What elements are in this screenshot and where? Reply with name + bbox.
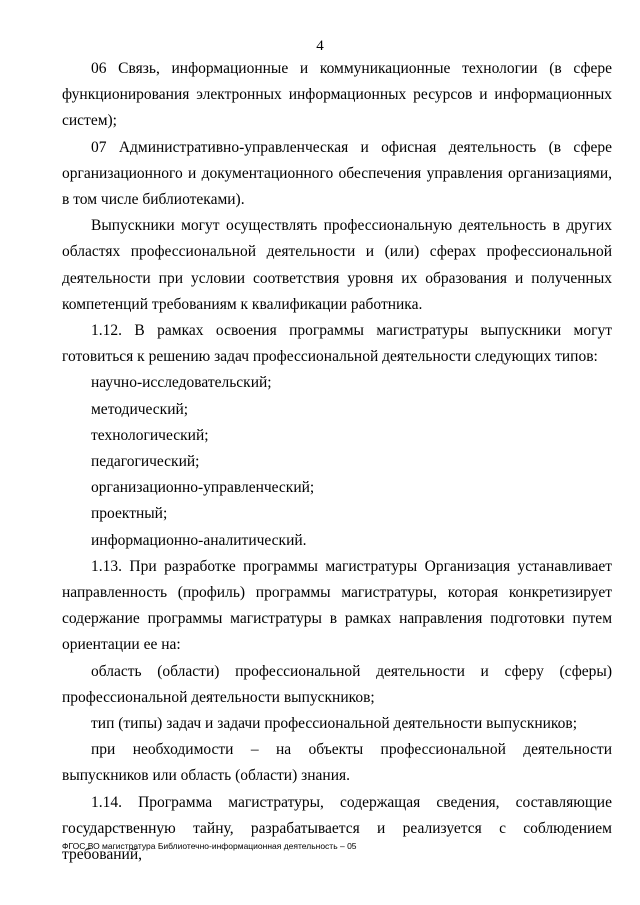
list-item: информационно-аналитический.: [91, 531, 307, 549]
document-body: [62, 56, 612, 868]
paragraph-07-administrative: 07 Административно-управленческая и офисная деятельность (в сфере организационного и документационного обеспечения управления организациями, в том числе библиотеками).: [62, 138, 612, 209]
focus-objects-paragraph: при необходимости – на объекты профессиональной деятельности выпускников или область (области) знания.: [62, 741, 612, 785]
list-item: организационно-управленческий;: [91, 479, 315, 497]
list-item: проектный;: [91, 505, 168, 523]
task-types-list: [62, 370, 612, 553]
section-1-14: 1.14. Программа магистратуры, содержащая сведения, составляющие государственную тайну, разрабатывается и реализуется с соблюдением требований,: [62, 793, 612, 864]
paragraph-graduates-other-areas: Выпускники могут осуществлять профессиональную деятельность в других областях профессиональной деятельности и (или) сферах профессиональной деятельности при условии соответствия уровня их образования и полученных компетенций требованиям к квалификации работника.: [62, 217, 612, 313]
focus-area-paragraph: область (области) профессиональной деятельности и сферу (сферы) профессиональной деятельности выпускников;: [62, 662, 612, 706]
page-number: 4: [316, 38, 324, 54]
list-item: научно-исследовательский;: [91, 374, 272, 392]
document-footer: ФГОС ВО магистратура Библиотечно-информационная деятельность – 05: [62, 841, 357, 851]
list-item: педагогический;: [91, 453, 200, 471]
section-1-13: 1.13. При разработке программы магистратуры Организация устанавливает направленность (профиль) программы магистратуры, которая конкретизирует содержание программы магистратуры в рамках направления подготовки путем ориентации ее на:: [62, 557, 612, 654]
paragraph-06-communication: 06 Связь, информационные и коммуникационные технологии (в сфере функционирования электронных информационных ресурсов и информационных систем);: [62, 60, 612, 130]
list-item: технологический;: [91, 426, 209, 444]
list-item: методический;: [91, 400, 189, 418]
section-1-12: 1.12. В рамках освоения программы магистратуры выпускники могут готовиться к решению задач профессиональной деятельности следующих типов:: [62, 322, 612, 366]
focus-type-paragraph: тип (типы) задач и задачи профессиональной деятельности выпускников;: [91, 715, 578, 733]
